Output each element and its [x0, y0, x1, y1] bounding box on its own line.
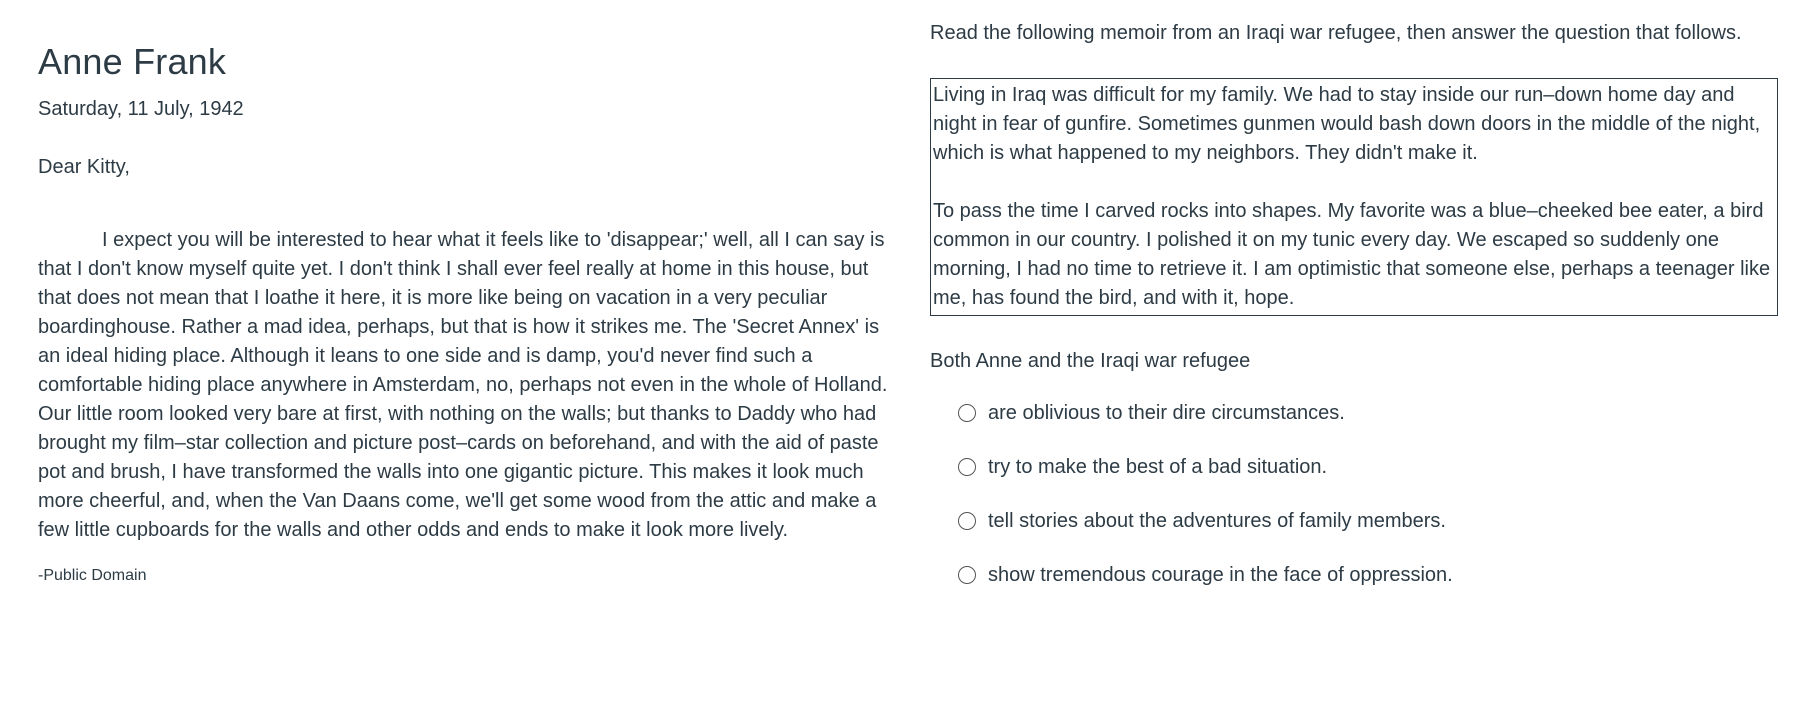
- radio-button-icon[interactable]: [958, 404, 976, 422]
- answer-option-d[interactable]: [930, 562, 1778, 588]
- question-instruction: Read the following memoir from an Iraqi war refugee, then answer the question that follows.: [930, 22, 1742, 44]
- question-panel: [930, 20, 1778, 616]
- answer-options: [930, 400, 1778, 588]
- answer-option-label[interactable]: are oblivious to their dire circumstances.: [988, 402, 1345, 424]
- passage-title: Anne Frank: [38, 41, 227, 82]
- answer-option-a[interactable]: [930, 400, 1778, 426]
- memoir-paragraph: To pass the time I carved rocks into shapes. My favorite was a blue–cheeked bee eater, a bird common in our country. I polished it on my tunic every day. We escaped so suddenly one morning, I had no time to retrieve it. I am optimistic that someone else, perhaps a teenager like me, has found the bird, and with it, hope.: [933, 200, 1771, 309]
- memoir-paragraph: Living in Iraq was difficult for my family. We had to stay inside our run–down home day and night in fear of gunfire. Sometimes gunmen would bash down doors in the middle of the night, which is what happened to my neighbors. They didn't make it.: [933, 84, 1761, 164]
- radio-button-icon[interactable]: [958, 566, 976, 584]
- answer-option-label[interactable]: try to make the best of a bad situation.: [988, 456, 1328, 478]
- letter-body: I expect you will be interested to hear what it feels like to 'disappear;' well, all I can say is that I don't know myself quite yet. I don't think I shall ever feel really at home in this house, but that does not mean that I loathe it here, it is more like being on vacation in a very peculiar boardinghouse. Rather a mad idea, perhaps, but that is how it strikes me. The 'Secret Annex' is an ideal hiding place. Although it leans to one side and is damp, you'd never find such a comfortable hiding place anywhere in Amsterdam, no, perhaps not even in the whole of Holland. Our little room looked very bare at first, with nothing on the walls; but thanks to Daddy who had brought my film–star collection and picture post–cards on beforehand, and with the aid of paste pot and brush, I have transformed the walls into one gigantic picture. This makes it look much more cheerful, and, when the Van Daans come, we'll get some wood from the attic and make a few little cupboards for the walls and other odds and ends to make it look more lively.: [38, 229, 888, 541]
- answer-option-c[interactable]: [930, 508, 1778, 534]
- answer-option-label[interactable]: show tremendous courage in the face of oppression.: [988, 564, 1453, 586]
- passage-panel: [38, 38, 888, 587]
- answer-option-b[interactable]: [930, 454, 1778, 480]
- answer-option-label[interactable]: tell stories about the adventures of family members.: [988, 510, 1446, 532]
- question-stem: Both Anne and the Iraqi war refugee: [930, 350, 1251, 372]
- letter-date: Saturday, 11 July, 1942: [38, 98, 244, 120]
- letter-salutation: Dear Kitty,: [38, 156, 130, 178]
- radio-button-icon[interactable]: [958, 458, 976, 476]
- passage-source: -Public Domain: [38, 567, 147, 584]
- memoir-box: [930, 78, 1778, 316]
- radio-button-icon[interactable]: [958, 512, 976, 530]
